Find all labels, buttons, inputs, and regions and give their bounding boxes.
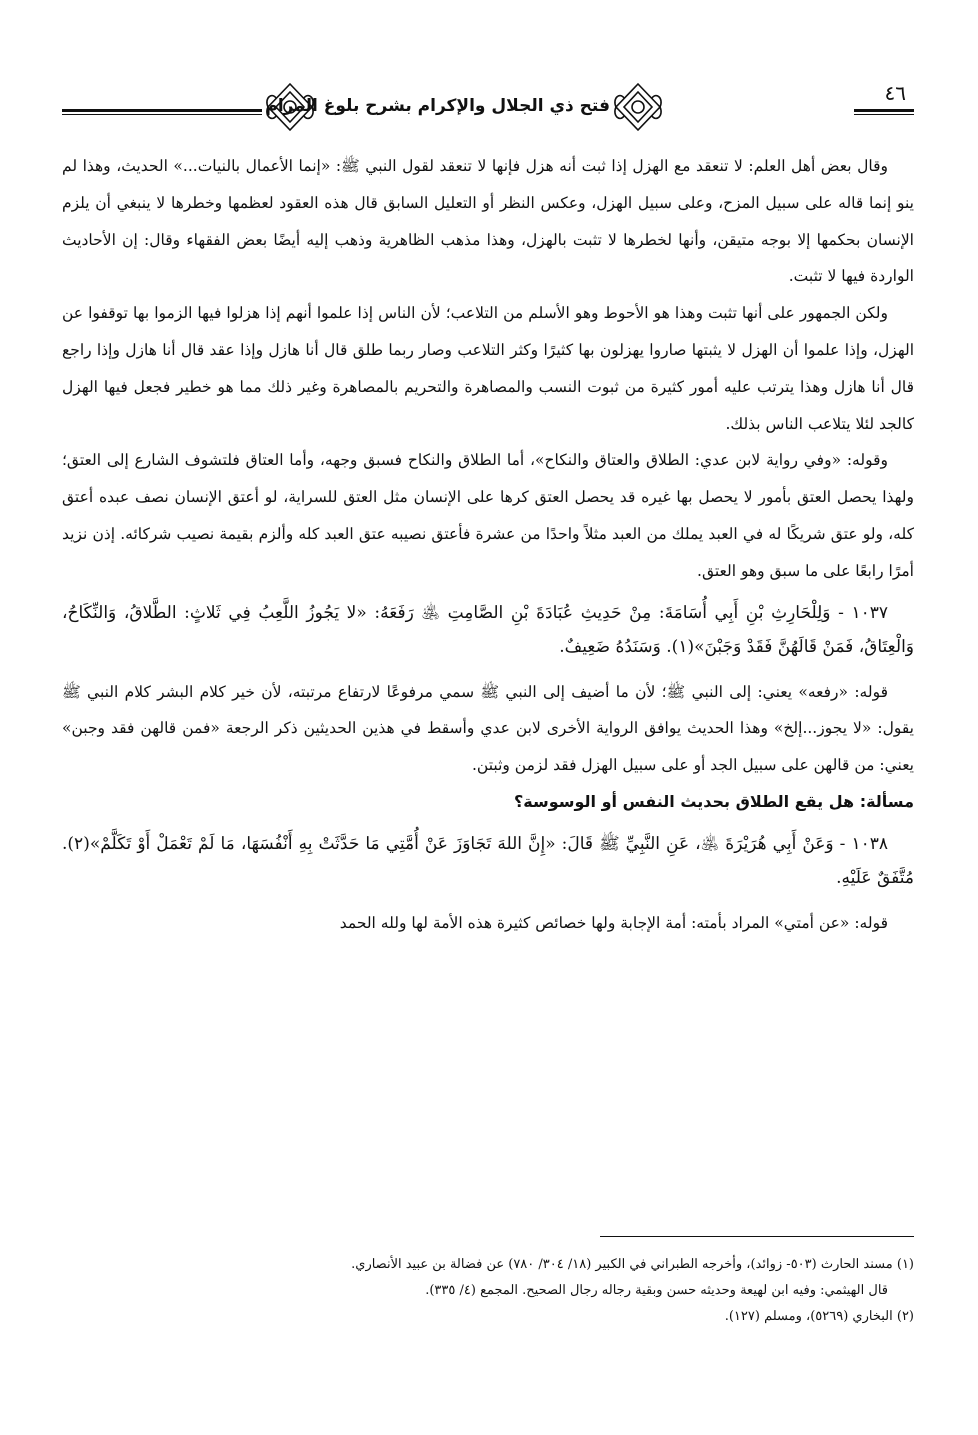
footnote-continuation: قال الهيثمي: وفيه ابن لهيعة وحديثه حسن وبقية رجاله رجال الصحيح. المجمع (٤/ ٣٣٥). — [425, 1283, 888, 1298]
header-rule — [62, 114, 262, 115]
book-title: فتح ذي الجلال والإكرام بشرح بلوغ المرام — [265, 96, 610, 116]
paragraph: ولكن الجمهور على أنها تثبت وهذا هو الأحوط وهو الأسلم من التلاعب؛ لأن الناس إذا علموا أنهم إذا هزلوا فيها الزموا بها توقفوا عن الهزل، وإذا علموا أن الهزل لا يثبتها صاروا يهزلون بها كثيرًا وكثر التلاعب وصار ربما طلق قال أنا هازل وإذا عقد قال أنا هازل وإذا راجع قال أنا هازل وهذا يترتب عليه أمور كثيرة من ثبوت النسب والمصاهرة والتحريم بالمصاهرة وغير ذلك مما هو خطير فجعل فيها الهزل كالجد لئلا يتلاعب الناس بذلك. — [62, 304, 914, 433]
book-page — [62, 58, 914, 1408]
header-rule — [854, 114, 914, 115]
issue-title: مسألة: هل يقع الطلاق بحديث النفس أو الوسوسة؟ — [514, 791, 914, 811]
ornament-icon — [610, 80, 666, 134]
header-rule — [854, 109, 914, 112]
ornament-icon — [262, 80, 318, 134]
page-number: ٤٦ — [884, 81, 906, 105]
footnotes — [62, 1252, 914, 1330]
footnote: (٢) البخاري (٥٢٦٩)، ومسلم (١٢٧). — [724, 1309, 914, 1324]
paragraph: قوله: «عن أمتي» المراد بأمته: أمة الإجابة ولها خصائص كثيرة هذه الأمة لها ولله الحمد — [339, 913, 888, 932]
paragraph: وقال بعض أهل العلم: لا تنعقد مع الهزل إذا ثبت أنه هزل فإنها لا تنعقد لقول النبي ﷺ: «إنما الأعمال بالنيات...» الحديث، وهذا لم ينو إنما قاله على سبيل المزح، وعلى سبيل الهزل، وعكس النظر أو التعليل السابق قال هذه العقود لعظمها وخطرها لا ينبغي أن يلزم الإنسان بحكمها إلا بوجه متيقن، وأنها لخطرها لا تثبت بالهزل، وهذا مذهب الظاهرية وذهب إليه أيضًا بعض الفقهاء وقال: إن الأحاديث الواردة فيها لا تثبت. — [62, 157, 914, 286]
running-header — [62, 70, 914, 132]
main-text — [62, 148, 914, 942]
footnote-separator — [600, 1236, 914, 1237]
paragraph: وقوله: «وفي رواية لابن عدي: الطلاق والعتاق والنكاح»، أما الطلاق والنكاح فسبق وجهه، وأما العتاق فلتشوف الشارع إلى العتق؛ ولهذا يحصل العتق بأمور لا يحصل بها غيره قد يحصل العتق كرها على الإنسان مثل العتق للسراية، لو أعتق الإنسان نصف عبده أعتق كله، ولو عتق شريكًا له في العبد يملك من العبد مثلاً واحدًا من عشرة فأعتق نصيبه عتق العبد كله وألزم بقيمة نصيب شركائه. إذن نزيد أمرًا رابعًا على ما سبق وهو العتق. — [62, 451, 914, 580]
hadith-1037: ١٠٣٧ - وَلِلْحَارِثِ بْنِ أَبِي أُسَامَةَ: مِنْ حَدِيثِ عُبَادَةَ بْنِ الصَّامِتِ ﵁ رَفَعَهُ: «لا يَجُوزُ اللَّعِبُ فِي ثَلاثٍ: الطَّلاقُ، وَالنِّكَاحُ، وَالْعِتَاقُ، فَمَنْ قَالَهُنَّ فَقَدْ وَجَبْنَ»(١). وَسَنَدُهُ ضَعِيفٌ. — [62, 602, 914, 657]
hadith-1038: ١٠٣٨ - وَعَنْ أَبِي هُرَيْرَةَ ﵁، عَنِ النَّبِيِّ ﷺ قَالَ: «إِنَّ اللهَ تَجَاوَزَ عَنْ أُمَّتِي مَا حَدَّثَتْ بِهِ أَنْفُسَهَا، مَا لَمْ تَعْمَلْ أَوْ تَكَلَّمْ»(٢). مُتَّفَقٌ عَلَيْهِ. — [62, 833, 914, 888]
header-rule — [62, 109, 262, 112]
footnote: (١) مسند الحارث (٥٠٣- زوائد)، وأخرجه الطبراني في الكبير (١٨/ ٣٠٤/ ٧٨٠) عن فضالة بن عبيد الأنصاري. — [351, 1257, 914, 1272]
paragraph: قوله: «رفعه» يعني: إلى النبي ﷺ؛ لأن ما أضيف إلى النبي ﷺ سمي مرفوعًا لارتفاع مرتبته، لأن خير كلام البشر كلام النبي ﷺ يقول: «لا يجوز...إلخ» وهذا الحديث يوافق الرواية الأخرى لابن عدي وأسقط في هذين الحديثين ذكر الرجعة «فمن قالهن فقد وجبن» يعني: من قالهن على سبيل الجد أو على سبيل الهزل فقد لزمن وثبتن. — [62, 682, 914, 775]
